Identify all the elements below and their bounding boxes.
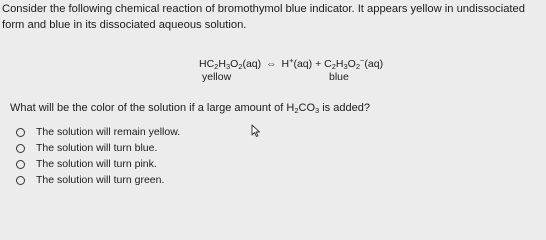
product-anion: $C_2H_3O_2^-(aq)$ [324, 56, 384, 71]
option-label: The solution will remain yellow. [36, 126, 181, 138]
question-intro: Consider the following chemical reaction of bromothymol blue indicator. It appears yellow in undissociated form and blue in its dissociated aqueous solution. [2, 3, 525, 31]
mouse-pointer-icon [251, 124, 261, 137]
radio-button[interactable] [16, 128, 25, 137]
option-label: The solution will turn blue. [36, 142, 158, 154]
option-label: The solution will turn green. [36, 174, 165, 186]
question-text: What will be the color of the solution if a large amount of $H_2CO_3$ is added? [10, 102, 370, 115]
label-yellow: yellow [202, 71, 232, 83]
label-blue: blue [329, 71, 349, 83]
option-label: The solution will turn pink. [36, 158, 157, 170]
product-h-ion: H+(aq) [281, 56, 313, 70]
equilibrium-arrow-icon: ⇔ [266, 58, 277, 70]
radio-button[interactable] [16, 160, 25, 169]
radio-button[interactable] [16, 176, 25, 185]
option-turn-green[interactable] [16, 172, 180, 188]
answer-options [16, 124, 180, 188]
option-turn-blue[interactable] [16, 140, 180, 156]
option-turn-pink[interactable] [16, 156, 180, 172]
reactant-formula: $HC_2H_3O_2(aq)$ [199, 58, 262, 71]
option-remain-yellow[interactable] [16, 124, 180, 140]
radio-button[interactable] [16, 144, 25, 153]
plus-sign: + [315, 58, 322, 70]
